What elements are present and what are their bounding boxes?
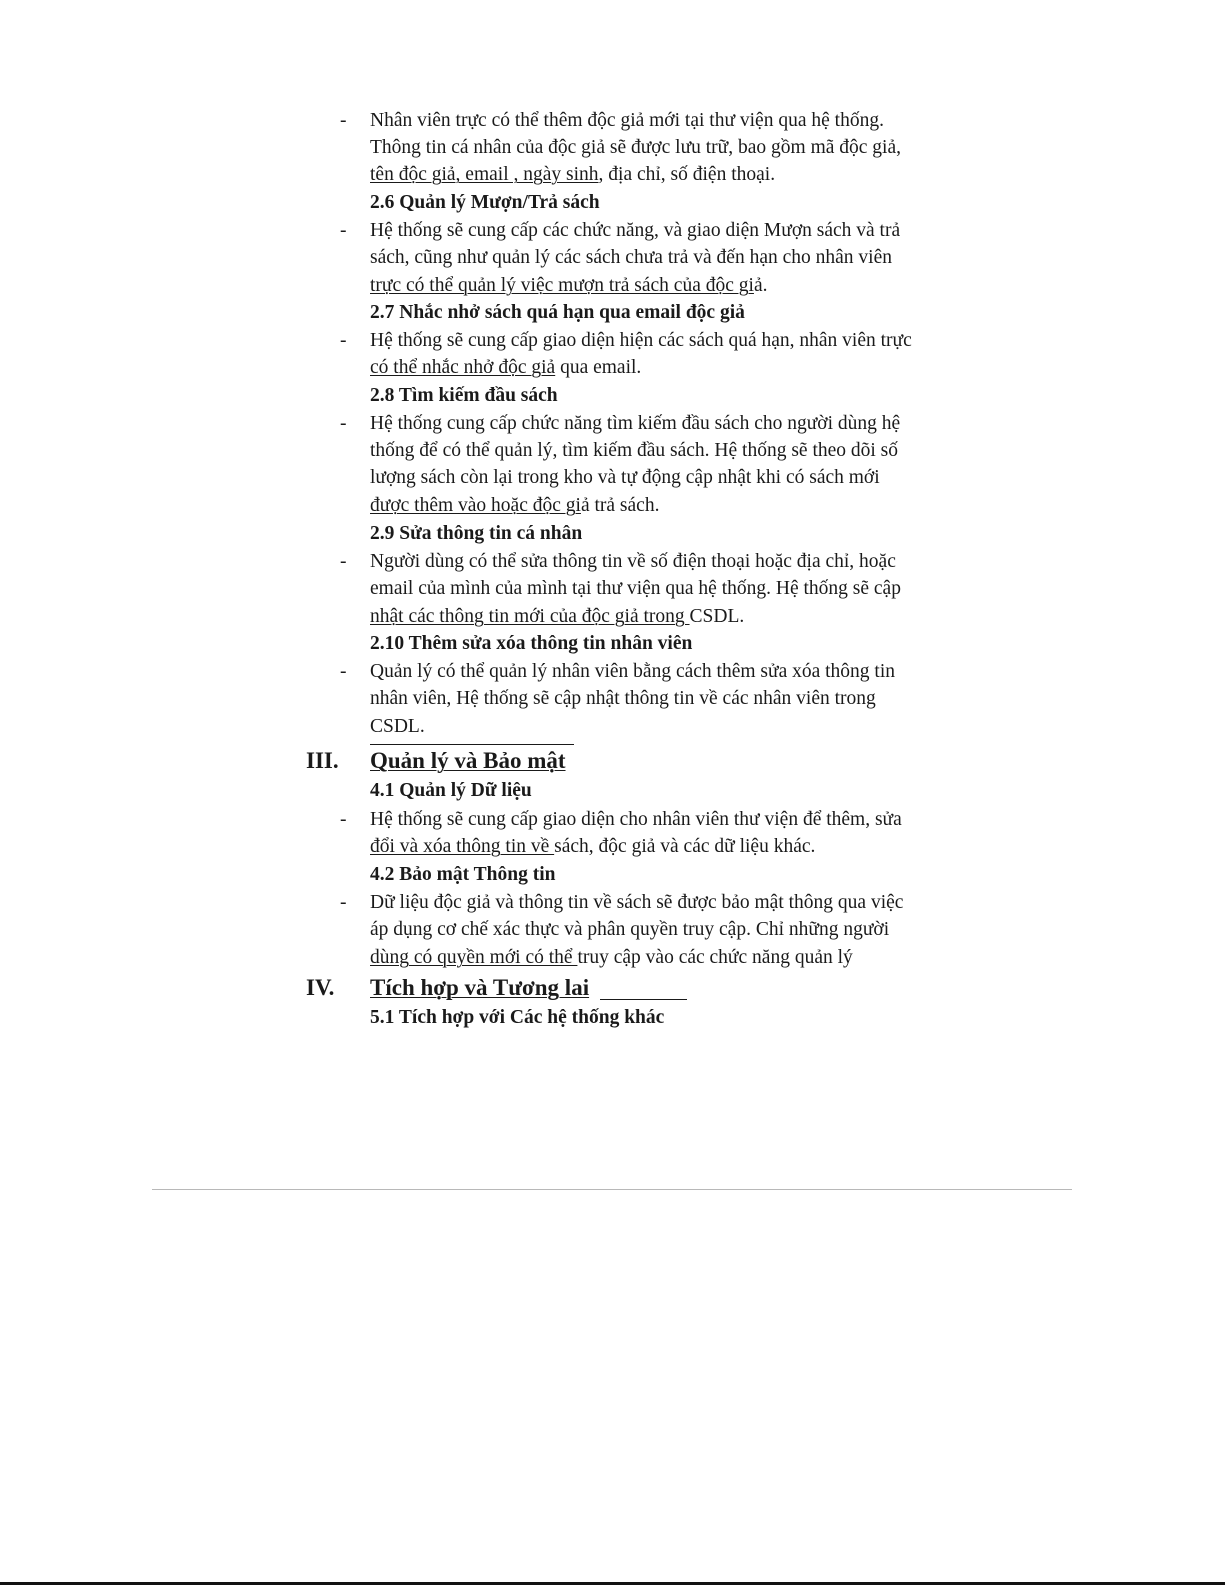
paragraph-line: Người dùng có thể sửa thông tin về số điện thoại hoặc địa chỉ, hoặc — [370, 551, 896, 572]
subsection-heading: 5.1 Tích hợp với Các hệ thống khác — [370, 1007, 665, 1028]
rule-line — [370, 744, 574, 745]
paragraph-text: , địa chỉ, số điện thoại. — [598, 164, 776, 185]
paragraph-line: Hệ thống sẽ cung cấp giao diện hiện các sách quá hạn, nhân viên trực — [370, 330, 912, 351]
bullet-dash: - — [340, 551, 347, 572]
bullet-dash: - — [340, 809, 347, 830]
paragraph-line: CSDL. — [370, 716, 425, 737]
paragraph-text: ả trả sách. — [580, 495, 660, 516]
paragraph-line — [370, 354, 641, 381]
bullet-dash: - — [340, 110, 347, 131]
bullet-dash: - — [340, 413, 347, 434]
paragraph-line: Hệ thống cung cấp chức năng tìm kiếm đầu sách cho người dùng hệ — [370, 413, 901, 434]
section-title — [370, 746, 566, 776]
bullet-dash: - — [340, 220, 347, 241]
subsection-heading: 2.10 Thêm sửa xóa thông tin nhân viên — [370, 633, 693, 654]
underlined-text: được thêm vào hoặc độc gi — [370, 495, 581, 516]
paragraph-line: email của mình của mình tại thư viện qua hệ thống. Hệ thống sẽ cập — [370, 578, 901, 599]
subsection-heading: 2.6 Quản lý Mượn/Trả sách — [370, 192, 600, 213]
paragraph-line: lượng sách còn lại trong kho và tự động cập nhật khi có sách mới — [370, 467, 880, 488]
underlined-text: tên độc giả, email , ngày sinh — [370, 164, 599, 185]
underlined-text: nhật các thông tin mới của độc giả trong — [370, 606, 690, 627]
subsection-heading: 4.1 Quản lý Dữ liệu — [370, 780, 532, 801]
section-title-text: Quản lý và Bảo mật — [370, 748, 566, 773]
paragraph-text: truy cập vào các chức năng quản lý — [577, 947, 853, 968]
subsection-heading: 2.9 Sửa thông tin cá nhân — [370, 523, 583, 544]
paragraph-line — [370, 161, 775, 188]
section-number: IV. — [306, 975, 335, 1000]
paragraph-line: Thông tin cá nhân của độc giả sẽ được lưu trữ, bao gồm mã độc giả, — [370, 137, 901, 158]
section-title — [370, 973, 589, 1003]
subsection-heading: 2.8 Tìm kiếm đầu sách — [370, 385, 558, 406]
paragraph-line — [370, 272, 767, 299]
paragraph-line: Hệ thống sẽ cung cấp giao diện cho nhân viên thư viện để thêm, sửa — [370, 809, 902, 830]
paragraph-text: CSDL. — [689, 606, 745, 627]
paragraph-line: áp dụng cơ chế xác thực và phân quyền truy cập. Chỉ những người — [370, 919, 890, 940]
subsection-heading: 4.2 Bảo mật Thông tin — [370, 864, 556, 885]
paragraph-line: Hệ thống sẽ cung cấp các chức năng, và giao diện Mượn sách và trả — [370, 220, 901, 241]
paragraph-line — [370, 603, 744, 630]
paragraph-line — [370, 492, 659, 519]
paragraph-line: Quản lý có thể quản lý nhân viên bằng cách thêm sửa xóa thông tin — [370, 661, 896, 682]
paragraph-line: Nhân viên trực có thể thêm độc giả mới tại thư viện qua hệ thống. — [370, 110, 884, 131]
section-title-text: Tích hợp và Tương lai — [370, 975, 590, 1000]
underlined-text: đổi và xóa thông tin về — [370, 836, 555, 857]
paragraph-text: qua email. — [555, 357, 642, 378]
underlined-text: dùng có quyền mới có thể — [370, 947, 578, 968]
paragraph-line — [370, 833, 815, 860]
paragraph-line: nhân viên, Hệ thống sẽ cập nhật thông tin về các nhân viên trong — [370, 688, 876, 709]
page-footer-divider — [152, 1189, 1072, 1190]
section-number: III. — [306, 748, 339, 773]
underlined-text: trực có thể quản lý việc mượn trả sách của độc gi — [370, 275, 754, 296]
paragraph-line: sách, cũng như quản lý các sách chưa trả và đến hạn cho nhân viên — [370, 247, 892, 268]
paragraph-line: Dữ liệu độc giả và thông tin về sách sẽ được bảo mật thông qua việc — [370, 892, 904, 913]
bullet-dash: - — [340, 892, 347, 913]
subsection-heading: 2.7 Nhắc nhở sách quá hạn qua email độc giả — [370, 302, 745, 323]
paragraph-text: sách, độc giả và các dữ liệu khác. — [554, 836, 816, 857]
paragraph-line — [370, 944, 853, 971]
paragraph-line: thống để có thể quản lý, tìm kiếm đầu sách. Hệ thống sẽ theo dõi số — [370, 440, 899, 461]
rule-line — [600, 999, 687, 1000]
bullet-dash: - — [340, 330, 347, 351]
underlined-text: có thể nhắc nhở độc giả — [370, 357, 556, 378]
bullet-dash: - — [340, 661, 347, 682]
paragraph-text: ả. — [753, 275, 768, 296]
